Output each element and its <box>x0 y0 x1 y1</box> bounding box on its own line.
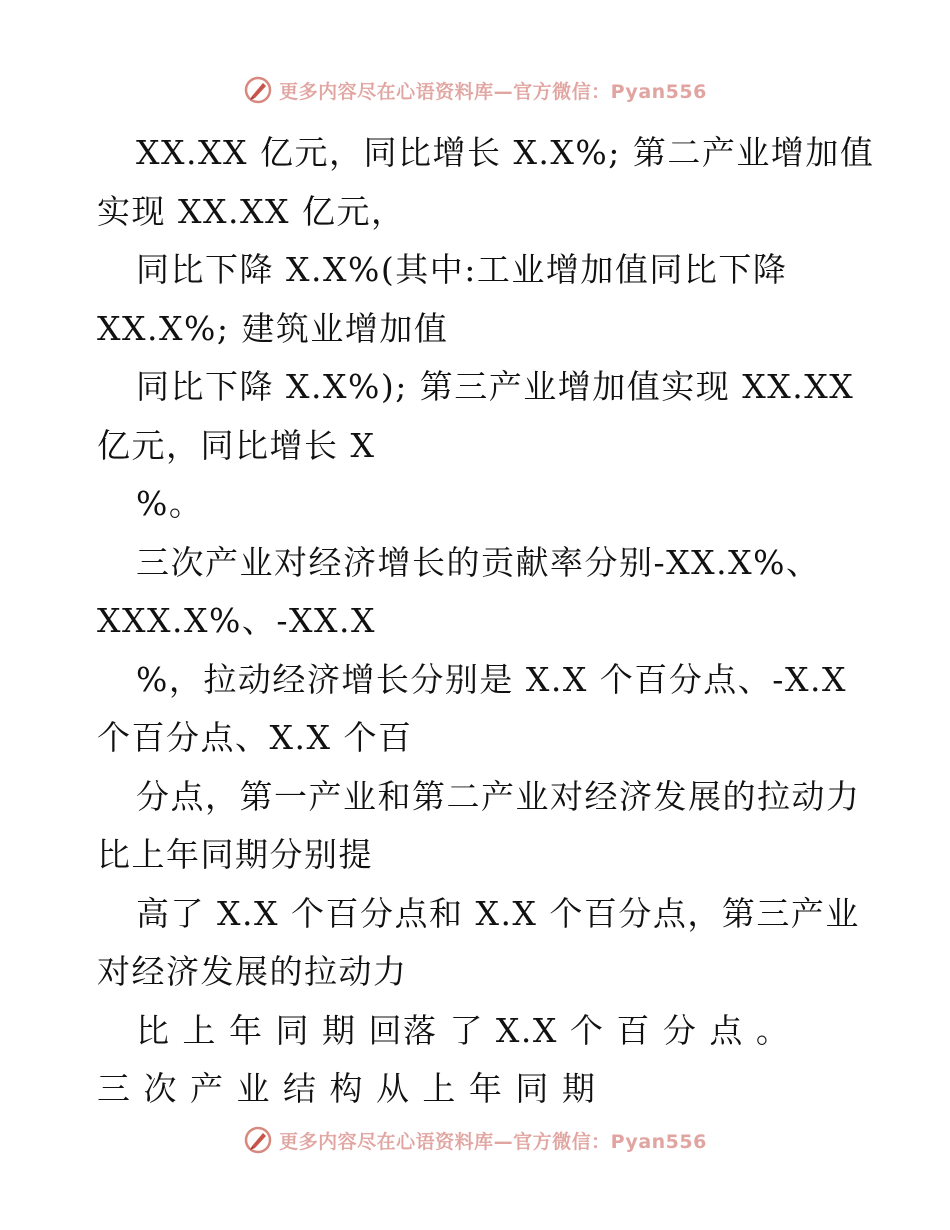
text-line: 三 次 产 业 结 构 从 上 年 同 期 <box>97 1069 597 1108</box>
text-line: 高了 X.X 个百分点和 X.X 个百分点，第三产业 <box>136 893 860 933</box>
text-line: 三次产业对经济增长的贡献率分别-XX.X%、 <box>136 542 821 582</box>
text-line: 比上年同期分别提 <box>97 835 373 874</box>
watermark-text: 更多内容尽在心语资料库—官方微信：Pyan556 <box>279 80 707 103</box>
text-line: 同比下降 X.X%(其中:工业增加值同比下降 <box>136 250 788 289</box>
text-line: 个百分点、X.X 个百 <box>97 718 413 757</box>
text-line: %。 <box>136 484 204 523</box>
pen-logo-icon <box>243 1125 273 1155</box>
header-watermark <box>0 72 950 108</box>
text-line: 对经济发展的拉动力 <box>97 952 408 991</box>
text-line: 比 上 年 同 期 回落 了 X.X 个 百 分 点 。 <box>136 1010 791 1050</box>
footer-watermark <box>0 1122 950 1158</box>
text-line: 实现 XX.XX 亿元， <box>97 191 406 231</box>
pen-logo-icon <box>243 75 273 105</box>
text-line: XX.XX 亿元，同比增长 X.X%; 第二产业增加值 <box>136 133 875 172</box>
document-body <box>97 124 875 1119</box>
text-line: 分点，第一产业和第二产业对经济发展的拉动力 <box>136 776 861 816</box>
text-line: 亿元，同比增长 X <box>97 425 376 465</box>
text-line: XX.X%; 建筑业增加值 <box>97 308 449 348</box>
text-line: XXX.X%、-XX.X <box>97 601 376 640</box>
watermark-text: 更多内容尽在心语资料库—官方微信：Pyan556 <box>279 1130 707 1153</box>
text-line: 同比下降 X.X%); 第三产业增加值实现 XX.XX <box>136 367 855 406</box>
text-line: %，拉动经济增长分别是 X.X 个百分点、-X.X <box>136 659 847 699</box>
